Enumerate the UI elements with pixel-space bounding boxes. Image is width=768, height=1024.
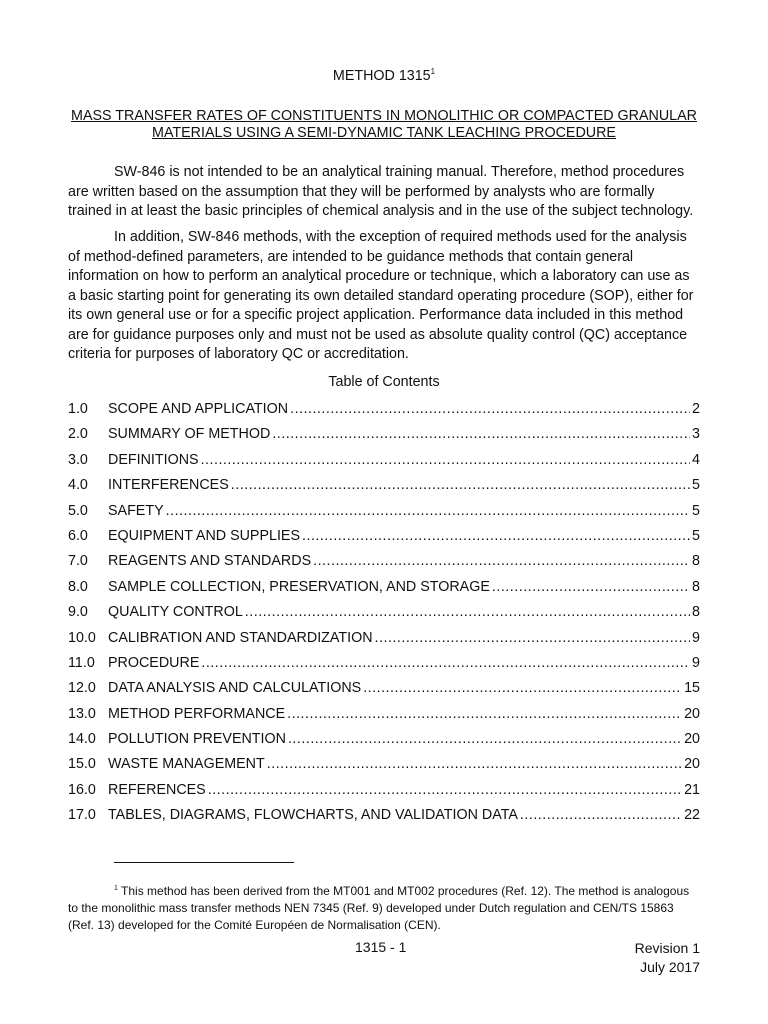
page-number: 1315 - 1	[355, 939, 407, 955]
toc-entry-number: 12.0	[68, 680, 96, 697]
revision-date: July 2017	[640, 959, 700, 975]
toc-entry-page: 21	[684, 781, 700, 798]
toc-entry-page: 20	[684, 731, 700, 748]
toc-entry[interactable]	[68, 706, 700, 731]
footnote-marker: 1	[114, 885, 118, 892]
revision-block	[635, 939, 700, 977]
toc-entry[interactable]	[68, 604, 700, 629]
toc-entry[interactable]	[68, 731, 700, 756]
title-line-2: MATERIALS USING A SEMI-DYNAMIC TANK LEACHING PROCEDURE	[152, 125, 616, 141]
toc-entry-title: METHOD PERFORMANCE	[108, 705, 286, 722]
toc-entry-title: REAGENTS AND STANDARDS	[108, 553, 312, 570]
toc-entry[interactable]	[68, 426, 700, 451]
toc-entry-number: 13.0	[68, 705, 96, 722]
document-title	[0, 108, 768, 142]
toc-entry-number: 7.0	[68, 553, 88, 570]
toc-heading: Table of Contents	[328, 374, 440, 390]
toc-entry[interactable]	[68, 680, 700, 705]
toc-leader-dots	[288, 731, 682, 747]
toc-entry-title: SAFETY	[108, 502, 164, 519]
toc-entry-title: PROCEDURE	[108, 654, 200, 671]
toc-entry-title: DATA ANALYSIS AND CALCULATIONS	[108, 680, 362, 697]
toc-entry-number: 11.0	[68, 654, 95, 671]
table-of-contents	[68, 401, 700, 833]
toc-entry[interactable]	[68, 579, 700, 604]
toc-entry-number: 17.0	[68, 807, 96, 824]
toc-leader-dots	[375, 630, 691, 646]
toc-entry-number: 4.0	[68, 477, 88, 494]
toc-entry-page: 2	[692, 401, 700, 417]
footnote-ref[interactable]: 1	[430, 67, 436, 76]
toc-entry-page: 8	[692, 604, 700, 621]
toc-leader-dots	[208, 782, 682, 798]
method-number	[0, 67, 768, 84]
toc-entry-number: 15.0	[68, 756, 96, 773]
toc-leader-dots	[520, 807, 682, 823]
intro-paragraph-1	[68, 163, 700, 222]
toc-entry-number: 9.0	[68, 604, 88, 621]
toc-leader-dots	[290, 401, 690, 417]
paragraph-text: In addition, SW-846 methods, with the exception of required methods used for the analysis of method-defined parameters, are intended to be guidance methods that contain general information on how to perform an analytical procedure or technique, which a laboratory can use as a basic starting point for generating its own detailed standard operating procedure (SOP), either for its own general use or for a specific project application. Performance data included in this method are for guidance purposes only and must not be used as absolute quality control (QC) acceptance criteria for purposes of laboratory QC or accreditation.	[68, 229, 694, 362]
toc-entry-title: REFERENCES	[108, 781, 206, 798]
toc-leader-dots	[166, 503, 690, 519]
toc-entry-title: EQUIPMENT AND SUPPLIES	[108, 527, 301, 544]
toc-entry[interactable]	[68, 401, 700, 426]
toc-entry-title: TABLES, DIAGRAMS, FLOWCHARTS, AND VALIDATION DATA	[108, 807, 518, 824]
toc-entry-page: 20	[684, 756, 700, 773]
title-line-1: MASS TRANSFER RATES OF CONSTITUENTS IN MONOLITHIC OR COMPACTED GRANULAR	[71, 108, 697, 124]
toc-entry-page: 5	[692, 527, 700, 544]
toc-entry-number: 3.0	[68, 451, 88, 468]
toc-leader-dots	[231, 477, 690, 493]
toc-entry-title: INTERFERENCES	[108, 477, 229, 494]
toc-entry-title: SAMPLE COLLECTION, PRESERVATION, AND STORAGE	[108, 578, 490, 595]
toc-entry[interactable]	[68, 553, 700, 578]
toc-entry-number: 14.0	[68, 731, 96, 748]
toc-entry-page: 4	[692, 451, 700, 468]
toc-entry-page: 3	[692, 426, 700, 443]
toc-entry[interactable]	[68, 756, 700, 781]
toc-entry-page: 5	[692, 477, 700, 494]
toc-entry-page: 9	[692, 654, 700, 671]
toc-entry-title: QUALITY CONTROL	[108, 604, 243, 621]
toc-entry-title: WASTE MANAGEMENT	[108, 756, 265, 773]
footnote	[68, 880, 700, 934]
paragraph-text: SW-846 is not intended to be an analytical training manual. Therefore, method procedures are written based on the assumption that they will be performed by analysts who are formally trained in at least the basic principles of chemical analysis and in the use of the subject technology.	[68, 164, 694, 219]
toc-entry-title: POLLUTION PREVENTION	[108, 731, 286, 748]
toc-leader-dots	[313, 553, 690, 569]
toc-leader-dots	[287, 706, 682, 722]
toc-entry-page: 9	[692, 629, 700, 646]
toc-leader-dots	[267, 756, 682, 772]
toc-entry-title: DEFINITIONS	[108, 451, 199, 468]
toc-leader-dots	[245, 604, 690, 620]
toc-leader-dots	[363, 680, 682, 696]
toc-entry[interactable]	[68, 477, 700, 502]
toc-leader-dots	[201, 452, 690, 468]
toc-entry[interactable]	[68, 528, 700, 553]
toc-entry-number: 1.0	[68, 401, 88, 417]
toc-entry[interactable]	[68, 807, 700, 832]
toc-entry[interactable]	[68, 503, 700, 528]
toc-entry[interactable]	[68, 655, 700, 680]
toc-entry-number: 8.0	[68, 578, 88, 595]
toc-entry-page: 8	[692, 578, 700, 595]
toc-leader-dots	[492, 579, 690, 595]
toc-leader-dots	[272, 426, 690, 442]
toc-entry-page: 22	[684, 807, 700, 824]
toc-entry-title: CALIBRATION AND STANDARDIZATION	[108, 629, 373, 646]
footnote-divider	[114, 862, 294, 863]
toc-entry[interactable]	[68, 630, 700, 655]
toc-entry[interactable]	[68, 782, 700, 807]
revision-label: Revision 1	[634, 940, 700, 956]
toc-entry-page: 8	[692, 553, 700, 570]
toc-entry-title: SUMMARY OF METHOD	[108, 426, 271, 443]
method-label: METHOD 1315	[332, 68, 431, 84]
toc-entry-page: 15	[684, 680, 700, 697]
toc-entry-number: 16.0	[68, 781, 96, 798]
toc-entry-page: 20	[684, 705, 700, 722]
toc-entry-title: SCOPE AND APPLICATION	[108, 401, 289, 417]
toc-entry-number: 6.0	[68, 527, 88, 544]
toc-entry-page: 5	[692, 502, 700, 519]
toc-entry[interactable]	[68, 452, 700, 477]
toc-entry-number: 5.0	[68, 502, 88, 519]
toc-leader-dots	[201, 655, 690, 671]
toc-leader-dots	[302, 528, 690, 544]
footnote-text: This method has been derived from the MT001 and MT002 procedures (Ref. 12). The method is analogous to the monolithic mass transfer methods NEN 7345 (Ref. 9) developed under Dutch regulation and CEN/TS 15863 (Ref. 13) developed for the Comité Européen de Normalisation (CEN).	[68, 884, 690, 932]
toc-entry-number: 2.0	[68, 426, 88, 443]
intro-paragraph-2	[68, 228, 700, 365]
toc-entry-number: 10.0	[68, 629, 96, 646]
